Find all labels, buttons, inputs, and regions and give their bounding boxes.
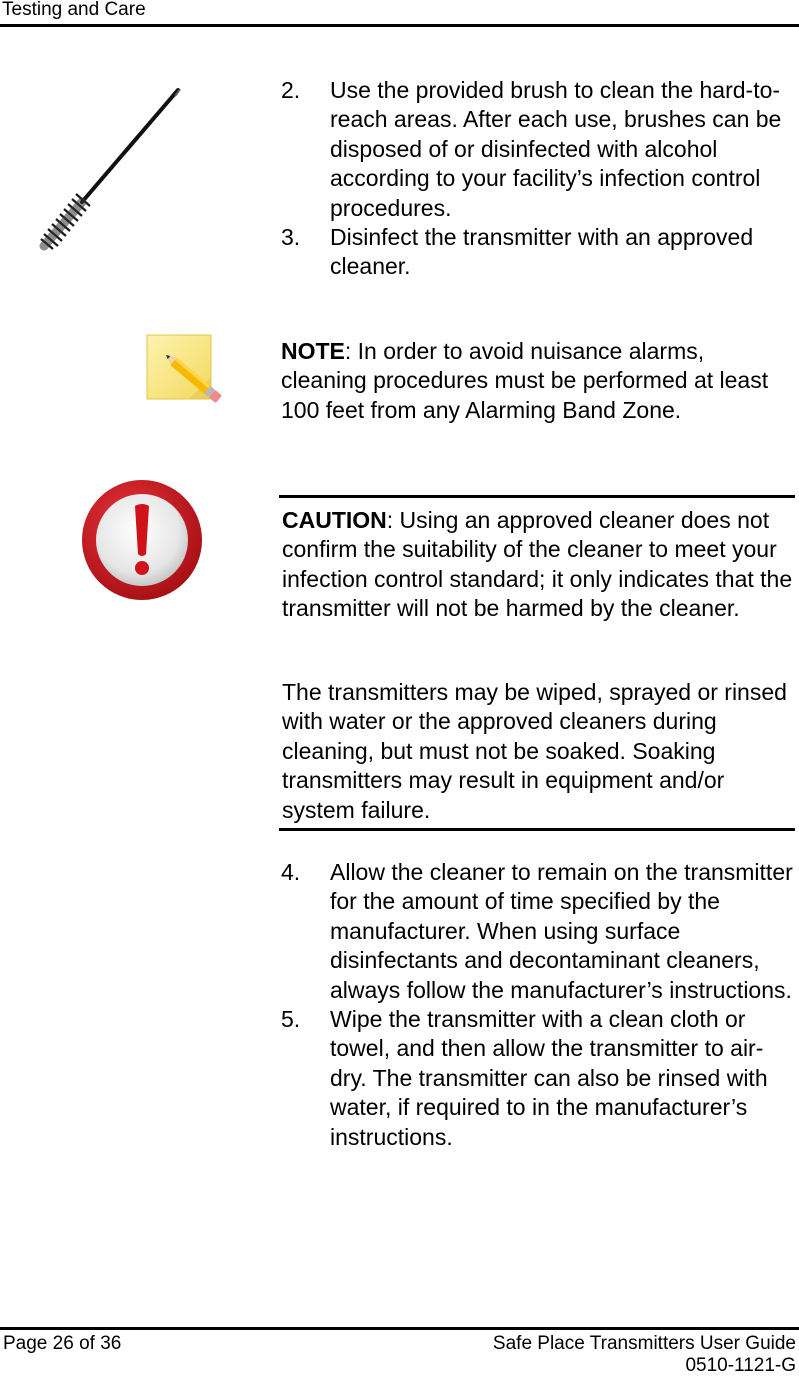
note-text: : In order to avoid nuisance alarms, cleaning procedures must be performed at least 100 feet from any Alarming Band Zone. xyxy=(281,338,769,423)
page-number: Page 26 of 36 xyxy=(3,1333,122,1354)
step-text: Disinfect the transmitter with an approved cleaner. xyxy=(330,224,754,280)
list-item xyxy=(281,858,795,1005)
step-text: Wipe the transmitter with a clean cloth or towel, and then allow the transmitter to air-dry. The transmitter can also be rinsed with water, if required to in the manufacturer’s instructions. xyxy=(330,1006,768,1150)
brush-icon xyxy=(24,84,186,254)
caution-box xyxy=(279,495,795,831)
steps-top xyxy=(281,76,795,282)
caution-text: : Using an approved cleaner does not confirm the suitability of the cleaner to meet your infection control standard; it only indicates that the transmitter will not be harmed by the cleaner. xyxy=(282,507,793,622)
caution-label: CAUTION xyxy=(282,507,387,533)
step-number: 5. xyxy=(281,1006,301,1033)
step-text: Use the provided brush to clean the hard-to-reach areas. After each use, brushes can be disposed of or disinfected with alcohol according to your facility’s infection control procedures. xyxy=(330,77,782,221)
step-number: 2. xyxy=(281,77,301,103)
list-item xyxy=(281,76,795,223)
caution-exclamation-icon xyxy=(80,478,204,602)
page-header-title: Testing and Care xyxy=(2,0,146,20)
document-info xyxy=(493,1333,796,1377)
document-number: 0510-1121-G xyxy=(685,1355,796,1376)
steps-bottom xyxy=(281,858,795,1152)
header-divider xyxy=(0,24,799,27)
list-item xyxy=(281,223,795,282)
document-title: Safe Place Transmitters User Guide xyxy=(492,1333,796,1354)
note-pencil-icon xyxy=(144,333,240,423)
step-text: Allow the cleaner to remain on the transmitter for the amount of time specified by the manufacturer. When using surface disinfectants and decontaminant cleaners, always follow the manufacturer’s instructions. xyxy=(330,859,793,1003)
note-paragraph xyxy=(281,337,781,425)
caution-paragraph xyxy=(282,506,794,624)
footer-divider xyxy=(0,1327,799,1330)
note-label: NOTE xyxy=(281,338,345,364)
list-item xyxy=(281,1005,795,1152)
step-number: 4. xyxy=(281,859,301,885)
step-number: 3. xyxy=(281,224,301,251)
caution-detail-paragraph: The transmitters may be wiped, sprayed or rinsed with water or the approved cleaners during cleaning, but must not be soaked. Soaking transmitters may result in equipment and/or system failure. xyxy=(282,679,787,823)
